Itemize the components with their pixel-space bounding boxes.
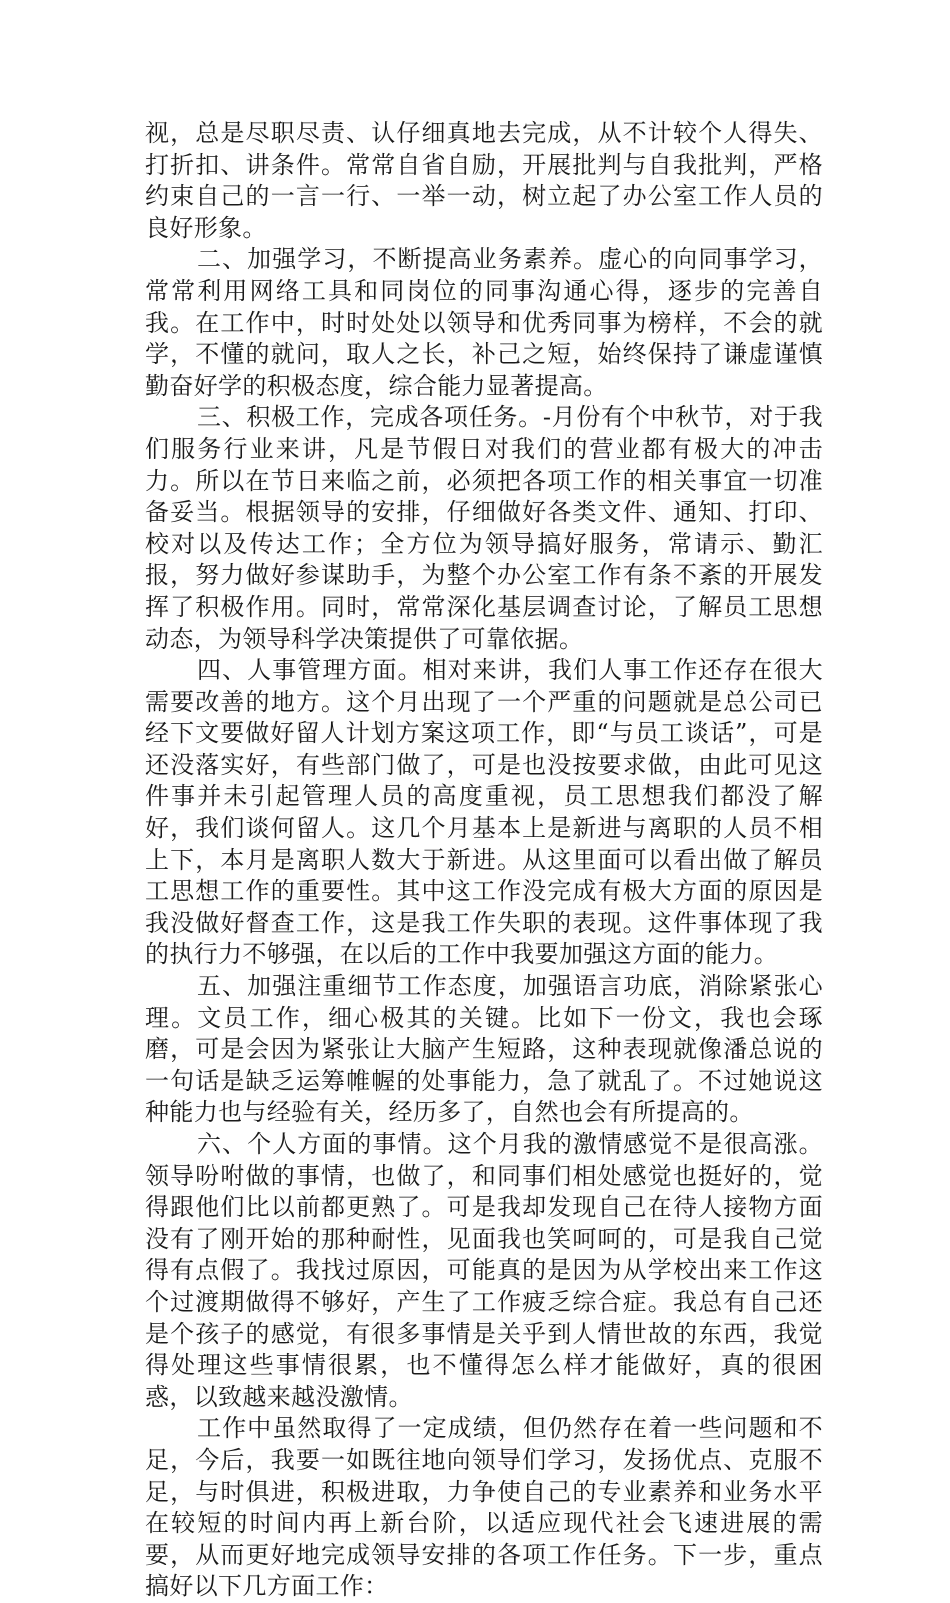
paragraph-continuation: 视，总是尽职尽责、认仔细真地去完成，从不计较个人得失、打折扣、讲条件。常常自省自励，开展批判与自我批判，严格约束自己的一言一行、一举一动，树立起了办公室工作人员的良好形象。 bbox=[145, 119, 823, 242]
paragraph-study: 二、加强学习，不断提高业务素养。虚心的向同事学习，常常利用网络工具和同岗位的同事沟通心得，逐步的完善自我。在工作中，时时处处以领导和优秀同事为榜样，不会的就学，不懂的就问，取人之长，补己之短，始终保持了谦虚谨慎勤奋好学的积极态度，综合能力显著提高。 bbox=[145, 245, 823, 400]
paragraph-summary: 工作中虽然取得了一定成绩，但仍然存在着一些问题和不足，今后，我要一如既往地向领导们学习，发扬优点、克服不足，与时俱进，积极进取，力争使自己的专业素养和业务水平在较短的时间内再上新台阶，以适应现代社会飞速进展的需要，从而更好地完成领导安排的各项工作任务。下一步，重点搞好以下几方面工作： bbox=[145, 1414, 823, 1601]
paragraph-work-tasks: 三、积极工作，完成各项任务。-月份有个中秋节，对于我们服务行业来讲，凡是节假日对我们的营业都有极大的冲击力。所以在节日来临之前，必须把各项工作的相关事宜一切准备妥当。根据领导的安排，仔细做好各类文件、通知、打印、校对以及传达工作；全方位为领导搞好服务，常请示、勤汇报，努力做好参谋助手，为整个办公室工作有条不紊的开展发挥了积极作用。同时，常常深化基层调查讨论，了解员工思想动态，为领导科学决策提供了可靠依据。 bbox=[145, 403, 823, 653]
paragraph-personal: 六、个人方面的事情。这个月我的激情感觉不是很高涨。领导吩咐做的事情，也做了，和同事们相处感觉也挺好的，觉得跟他们比以前都更熟了。可是我却发现自己在待人接物方面没有了刚开始的那种耐性，见面我也笑呵呵的，可是我自己觉得有点假了。我找过原因，可能真的是因为从学校出来工作这个过渡期做得不够好，产生了工作疲乏综合症。我总有自己还是个孩子的感觉，有很多事情是关乎到人情世故的东西，我觉得处理这些事情很累，也不懂得怎么样才能做好，真的很困惑，以致越来越没激情。 bbox=[145, 1130, 823, 1411]
document-body bbox=[145, 118, 823, 1603]
paragraph-personnel: 四、人事管理方面。相对来讲，我们人事工作还存在很大需要改善的地方。这个月出现了一个严重的问题就是总公司已经下文要做好留人计划方案这项工作，即“与员工谈话”，可是还没落实好，有些部门做了，可是也没按要求做，由此可见这件事并未引起管理人员的高度重视，员工思想我们都没了解好，我们谈何留人。这几个月基本上是新进与离职的人员不相上下，本月是离职人数大于新进。从这里面可以看出做了解员工思想工作的重要性。其中这工作没完成有极大方面的原因是我没做好督查工作，这是我工作失职的表现。这件事体现了我的执行力不够强，在以后的工作中我要加强这方面的能力。 bbox=[145, 656, 823, 969]
paragraph-details: 五、加强注重细节工作态度，加强语言功底，消除紧张心理。文员工作，细心极其的关键。比如下一份文，我也会琢磨，可是会因为紧张让大脑产生短路，这种表现就像潘总说的一句话是缺乏运筹帷幄的处事能力，急了就乱了。不过她说这种能力也与经验有关，经历多了，自然也会有所提高的。 bbox=[145, 972, 823, 1127]
